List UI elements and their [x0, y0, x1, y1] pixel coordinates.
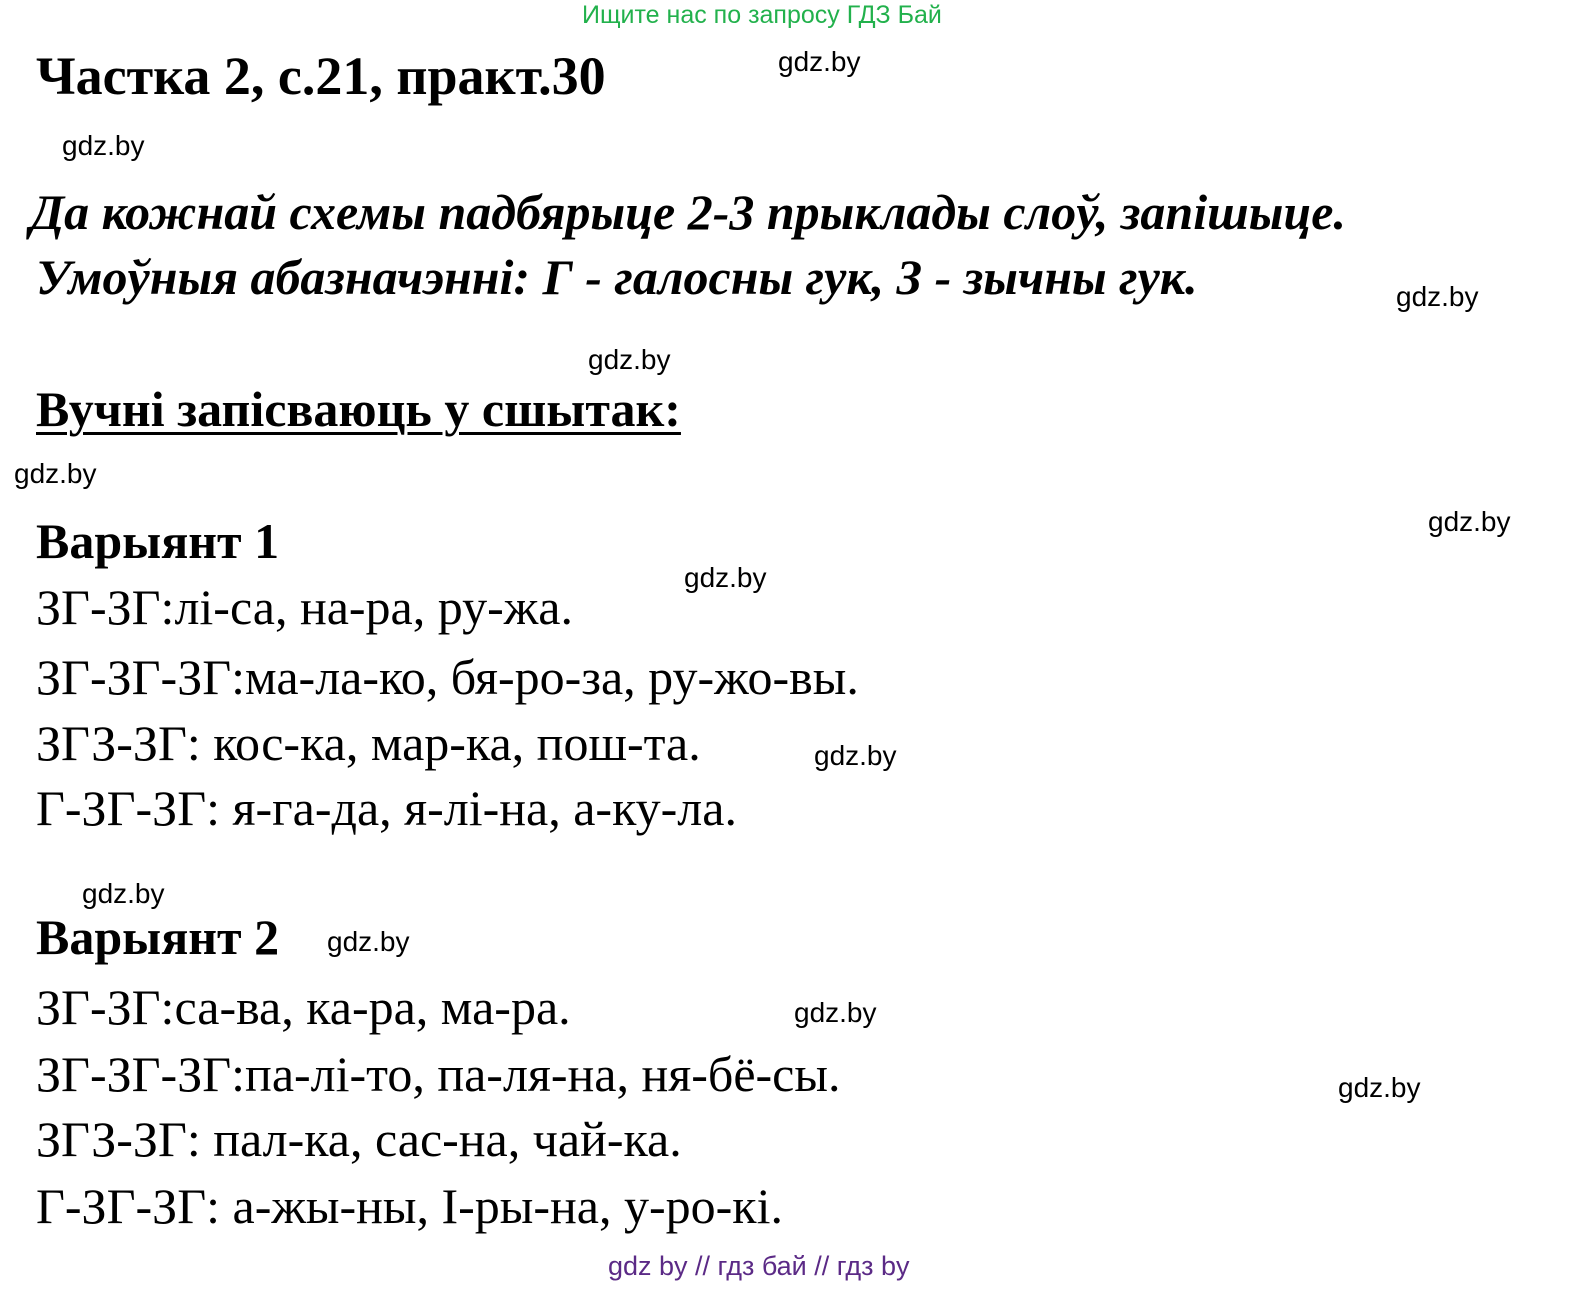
watermark: gdz.by — [588, 344, 671, 375]
variant-2-line-3: ЗГЗ-ЗГ: пал-ка, сас-на, чай-ка. — [36, 1111, 682, 1167]
watermark: gdz.by — [1338, 1072, 1421, 1103]
section-heading: Вучні запісваюць у сшытак: — [36, 381, 681, 437]
variant-2-line-2: ЗГ-ЗГ-ЗГ:па-лі-то, па-ля-на, ня-бё-сы. — [36, 1046, 841, 1102]
watermark: gdz.by — [62, 130, 145, 161]
watermark: gdz.by — [327, 926, 410, 957]
variant-2-title: Варыянт 2 — [36, 909, 280, 965]
variant-1-line-3: ЗГЗ-ЗГ: кос-ка, мар-ка, пош-та. — [36, 715, 701, 771]
watermark: gdz.by — [82, 878, 165, 909]
site-footer: gdz by // гдз бай // гдз by — [608, 1251, 910, 1281]
watermark: gdz.by — [794, 997, 877, 1028]
watermark: gdz.by — [1428, 506, 1511, 537]
task-line-2: Умоўныя абазначэнні: Г - галосны гук, З - зычны гук. — [36, 249, 1198, 305]
watermark: gdz.by — [14, 458, 97, 489]
watermark: gdz.by — [684, 562, 767, 593]
variant-1-line-1: ЗГ-ЗГ:лі-са, на-ра, ру-жа. — [36, 579, 573, 635]
variant-1-line-4: Г-ЗГ-ЗГ: я-га-да, я-лі-на, а-ку-ла. — [36, 780, 737, 836]
site-banner: Ищите нас по запросу ГДЗ Бай — [582, 1, 942, 29]
variant-1-line-2: ЗГ-ЗГ-ЗГ:ма-ла-ко, бя-ро-за, ру-жо-вы. — [36, 649, 859, 705]
page-title: Частка 2, с.21, практ.30 — [36, 46, 606, 106]
task-line-1: Да кожнай схемы падбярыце 2-3 прыклады слоў, запішыце. — [30, 184, 1346, 240]
variant-1-title: Варыянт 1 — [36, 513, 280, 569]
watermark: gdz.by — [778, 46, 861, 77]
variant-2-line-4: Г-ЗГ-ЗГ: а-жы-ны, І-ры-на, у-ро-кі. — [36, 1178, 783, 1234]
watermark: gdz.by — [1396, 281, 1479, 312]
watermark: gdz.by — [814, 740, 897, 771]
variant-2-line-1: ЗГ-ЗГ:са-ва, ка-ра, ма-ра. — [36, 979, 571, 1035]
